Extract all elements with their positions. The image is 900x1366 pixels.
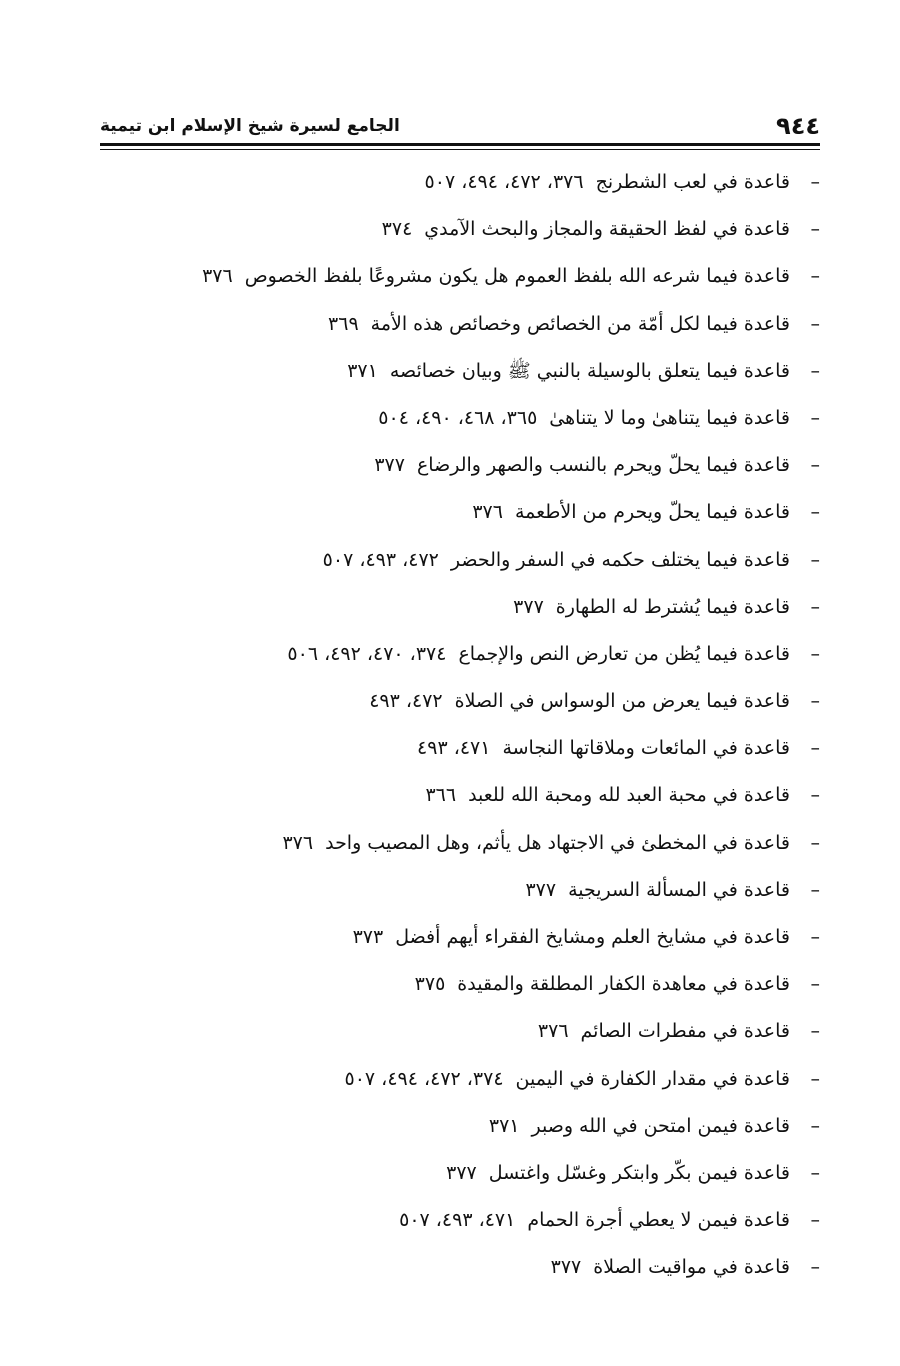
entry-title: قاعدة فيمن امتحن في الله وصبر: [531, 1114, 790, 1137]
entry-title: قاعدة فيمن بكّر وابتكر وغسّل واغتسل: [488, 1161, 790, 1184]
entry-pages: ٣٦٩: [328, 312, 359, 335]
entry-pages: ٣٧٦: [202, 265, 233, 288]
index-entry: [100, 1150, 820, 1197]
index-entry: [100, 159, 820, 206]
entry-pages: ٤٧١، ٤٩٣: [417, 737, 491, 760]
index-entry: [100, 678, 820, 725]
entry-pages: ٣٧٤، ٤٧٢، ٤٩٤، ٥٠٧: [344, 1067, 504, 1090]
entry-title: قاعدة فيما شرعه الله بلفظ العموم هل يكون مشروعًا بلفظ الخصوص: [244, 265, 790, 288]
entry-dash: –: [810, 359, 820, 382]
entry-title: قاعدة في لفظ الحقيقة والمجاز والبحث الآمدي: [424, 218, 790, 241]
entry-dash: –: [810, 1209, 820, 1232]
entry-pages: ٣٧٤: [381, 218, 413, 241]
entry-pages: ٣٧٧: [525, 878, 557, 901]
index-entry: [100, 206, 820, 253]
entry-title: قاعدة في المسألة السريجية: [568, 878, 790, 901]
entry-dash: –: [810, 454, 820, 477]
entry-dash: –: [810, 973, 820, 996]
entry-title: قاعدة في معاهدة الكفار المطلقة والمقيدة: [457, 973, 790, 996]
index-entry: [100, 395, 820, 442]
entry-dash: –: [810, 1067, 820, 1090]
entry-title: قاعدة فيما لكل أمّة من الخصائص وخصائص هذه الأمة: [370, 312, 790, 335]
index-entry: [100, 442, 820, 489]
index-entry: [100, 348, 820, 395]
page-header: [100, 112, 820, 144]
page-number: ٩٤٤: [776, 112, 820, 140]
entry-dash: –: [810, 312, 820, 335]
entry-dash: –: [810, 926, 820, 948]
entry-title: قاعدة في المخطئ في الاجتهاد هل يأثم، وهل المصيب واحد: [325, 831, 790, 854]
entry-title: قاعدة في محبة العبد لله ومحبة الله للعبد: [468, 784, 790, 807]
index-entry: [100, 867, 820, 914]
entry-pages: ٣٧١: [347, 359, 378, 382]
index-entry: [100, 1008, 820, 1055]
entry-title: قاعدة في مفطرات الصائم: [580, 1020, 790, 1043]
entry-pages: ٤٧٢، ٤٩٣: [369, 690, 443, 713]
index-entry: [100, 1103, 820, 1150]
entry-title: قاعدة فيما يعرض من الوسواس في الصلاة: [454, 690, 790, 713]
entry-pages: ٤٧٢، ٤٩٣، ٥٠٧: [322, 548, 439, 571]
entry-pages: ٣٧٣: [352, 926, 384, 948]
entry-title: قاعدة فيما يحلّ ويحرم من الأطعمة: [514, 501, 790, 524]
entry-pages: ٣٦٦: [425, 784, 457, 807]
entry-pages: ٣٧٦: [472, 501, 503, 524]
entry-pages: ٣٧٦: [282, 831, 314, 854]
entry-dash: –: [810, 878, 820, 901]
entry-title: قاعدة في مقدار الكفارة في اليمين: [515, 1067, 790, 1090]
index-entries: [100, 159, 820, 1292]
entry-dash: –: [810, 406, 820, 429]
index-entry: [100, 584, 820, 631]
index-entry: [100, 1244, 820, 1291]
header-rule-thin: [100, 149, 820, 150]
entry-dash: –: [810, 1256, 820, 1279]
entry-dash: –: [810, 218, 820, 241]
entry-dash: –: [810, 831, 820, 854]
entry-pages: ٤٧١، ٤٩٣، ٥٠٧: [399, 1209, 516, 1232]
entry-title: قاعدة في المائعات وملاقاتها النجاسة: [502, 737, 790, 760]
index-entry: [100, 1197, 820, 1244]
index-entry: [100, 631, 820, 678]
entry-pages: ٣٧٤، ٤٧٠، ٤٩٢، ٥٠٦: [287, 642, 447, 665]
entry-dash: –: [810, 642, 820, 665]
header-rule-thick: [100, 143, 820, 146]
entry-pages: ٣٧٧: [550, 1256, 582, 1279]
entry-pages: ٣٧٥: [414, 973, 446, 996]
entry-dash: –: [810, 1020, 820, 1043]
entry-pages: ٣٧١: [488, 1114, 520, 1137]
index-entry: [100, 489, 820, 536]
index-entry: [100, 537, 820, 584]
running-title: الجامع لسيرة شيخ الإسلام ابن تيمية: [100, 116, 400, 136]
entry-pages: ٣٦٥، ٤٦٨، ٤٩٠، ٥٠٤: [378, 406, 538, 429]
index-entry: [100, 961, 820, 1008]
entry-dash: –: [810, 548, 820, 571]
entry-title: قاعدة فيما يُظن من تعارض النص والإجماع: [458, 642, 790, 665]
entry-dash: –: [810, 784, 820, 807]
entry-title: قاعدة فيما يُشترط له الطهارة: [555, 595, 790, 618]
index-entry: [100, 1056, 820, 1103]
index-entry: [100, 253, 820, 300]
entry-pages: ٣٧٧: [513, 595, 544, 618]
entry-pages: ٣٧٧: [374, 454, 405, 477]
entry-dash: –: [810, 171, 820, 193]
entry-dash: –: [810, 265, 820, 288]
entry-dash: –: [810, 690, 820, 713]
entry-dash: –: [810, 501, 820, 524]
entry-title: قاعدة فيما يختلف حكمه في السفر والحضر: [450, 548, 790, 571]
entry-title: قاعدة في مواقيت الصلاة: [593, 1256, 790, 1279]
entry-title: قاعدة فيما يتعلق بالوسيلة بالنبي ﷺ وبيان خصائصه: [389, 359, 790, 382]
entry-title: قاعدة في لعب الشطرنج: [595, 171, 790, 193]
entry-title: قاعدة فيما يحلّ ويحرم بالنسب والصهر والرضاع: [416, 454, 790, 477]
entry-pages: ٣٧٦: [537, 1020, 569, 1043]
index-entry: [100, 820, 820, 867]
entry-dash: –: [810, 1114, 820, 1137]
entry-dash: –: [810, 737, 820, 760]
entry-title: قاعدة فيمن لا يعطي أجرة الحمام: [527, 1209, 790, 1232]
index-entry: [100, 301, 820, 348]
entry-title: قاعدة فيما يتناهىٰ وما لا يتناهىٰ: [549, 406, 790, 429]
entry-dash: –: [810, 1161, 820, 1184]
entry-title: قاعدة في مشايخ العلم ومشايخ الفقراء أيهم أفضل: [395, 926, 790, 948]
entry-pages: ٣٧٧: [446, 1161, 477, 1184]
entry-dash: –: [810, 595, 820, 618]
entry-pages: ٣٧٦، ٤٧٢، ٤٩٤، ٥٠٧: [424, 171, 584, 193]
index-entry: [100, 725, 820, 772]
index-entry: [100, 914, 820, 961]
index-entry: [100, 772, 820, 819]
